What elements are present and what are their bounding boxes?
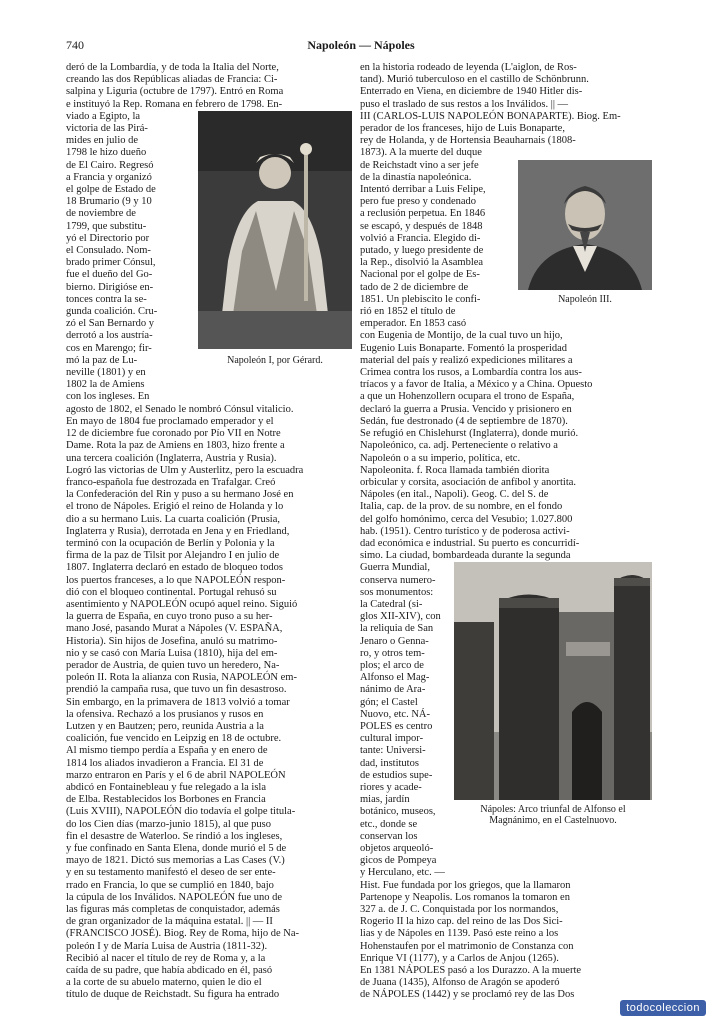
text-line: rrado en Francia, lo que se cumplió en 1840, bajo — [66, 879, 274, 891]
text-line: Nacional por el golpe de Es- — [360, 269, 480, 281]
entry-napoleonico: Napoleónico, ca. adj. Perteneciente o relativo a — [360, 440, 558, 452]
text-line: brado primer Cónsul, — [66, 257, 156, 269]
text-line: deró de la Lombardía, y de toda la Italia del Norte, — [66, 62, 279, 73]
text-line: Recibió al nacer el título de rey de Roma y, a la — [66, 952, 266, 964]
text-line: Crimea contra los rusos, a Lombardía contra los aus- — [360, 367, 582, 379]
text-line: En 1381 NÁPOLES pasó a los Durazzo. A la muerte — [360, 965, 582, 977]
text-line: marzo entraron en París y el 6 de abril NAPOLEÓN — [66, 769, 286, 781]
text-line: de gran organizador de la máquina estatal. || — II — [66, 916, 273, 928]
left-main-text — [66, 404, 352, 1002]
text-line: la Rep., disolvió la Asamblea — [360, 257, 484, 269]
text-line: la Confederación del Rin y puso a su hermano José en — [66, 489, 294, 501]
text-line: plos; el arco de — [360, 659, 424, 671]
text-line: pero fue preso y condenado — [360, 196, 477, 208]
napoleon-iii-portrait — [518, 160, 652, 290]
figure-caption: Napoleón III. — [558, 293, 612, 305]
text-line: glos XII-XIV), con — [360, 611, 441, 623]
castel-nuovo-photo — [454, 562, 652, 800]
text-line: botánico, museos, — [360, 806, 436, 818]
text-line: (Luis XVIII), NAPOLEÓN dio todavía el golpe titula- — [66, 806, 296, 818]
text-line: de Juana (1435), Alfonso de Aragón se apoderó — [360, 977, 560, 989]
figure-caption: Napoleón I, por Gérard. — [227, 354, 323, 366]
text-line: el trono de Nápoles. Erigió el reino de Holanda y lo — [66, 501, 284, 513]
text-line: tríacos y a favor de Italia, a México y a China. Opuesto — [360, 379, 593, 391]
text-line: los puertos franceses, a lo que NAPOLEÓN respon- — [66, 574, 286, 586]
text-line: e instituyó la Rep. Romana en febrero de 1798. En- — [66, 98, 283, 110]
text-line: conserva numero- — [360, 574, 436, 586]
napoleon-i-portrait — [198, 111, 352, 349]
text-line: Jenaro o Genna- — [360, 635, 429, 647]
text-line: la cúpula de los Inválidos. NAPOLEÓN fue uno de — [66, 891, 283, 903]
text-line: Partenope y Neapolis. Los romanos la tomaron en — [360, 891, 570, 903]
text-line: conservan los — [360, 830, 418, 842]
text-line: de NÁPOLES (1442) y se proclamó rey de las Dos — [360, 989, 575, 1001]
text-line: declaró la guerra a Prusia. Vencido y prisionero en — [360, 403, 572, 415]
text-line: a que un Hohenzollern ocupara el trono de España, — [360, 391, 575, 403]
text-line: mias, jardín — [360, 794, 410, 806]
castel-nuovo-figure — [454, 562, 652, 879]
text-line: ro, y otros tem- — [360, 647, 425, 659]
text-line: la reliquia de San — [360, 623, 434, 635]
text-line: cultural impor- — [360, 733, 424, 745]
text-line: etc., donde se — [360, 818, 418, 830]
text-line: Sin embargo, en la primavera de 1813 volvió a tomar — [66, 696, 290, 708]
text-line: Historia). Sin hijos de Josefina, anuló su matrimo- — [66, 635, 278, 647]
text-line: firma de la paz de Tilsit por Alejandro I en julio de — [66, 550, 280, 562]
text-line: tand). Murió tuberculoso en el castillo de Schönbrunn. — [360, 74, 589, 86]
text-line: 1873). A la muerte del duque — [360, 147, 482, 159]
text-line: Nuovo, etc. NÁ- — [360, 708, 430, 720]
text-line: de Reichstadt vino a ser jefe — [360, 159, 479, 171]
text-line: do los Cien días (marzo-junio 1815), al que puso — [66, 818, 272, 830]
right-column — [360, 62, 652, 1002]
text-line: el Consulado. Nom- — [66, 245, 151, 257]
text-line: 1814 los aliados invadieron a Francia. El 31 de — [66, 757, 264, 769]
text-line: salpina y Liguria (octubre de 1797). Entró en Roma — [66, 86, 284, 98]
text-line: poleón I y de María Luisa de Austria (1811-32). — [66, 940, 268, 952]
page-number: 740 — [66, 38, 84, 52]
text-line: 12 de diciembre fue coronado por Pío VII en Notre — [66, 428, 281, 440]
text-line: riores y acade- — [360, 781, 422, 793]
text-line: 18 Brumario (9 y 10 — [66, 196, 152, 208]
text-line: objetos arqueoló- — [360, 843, 434, 854]
text-line: Al mismo tiempo perdía a España y en enero de — [66, 745, 268, 757]
text-line: coalición, fue vencido en Leipzig en 18 de octubre. — [66, 733, 282, 745]
text-line: Alfonso el Mag- — [360, 672, 430, 684]
text-line: POLES es centro — [360, 720, 433, 732]
text-line: III (CARLOS-LUIS NAPOLEÓN BONAPARTE). Biog. Em- — [360, 110, 621, 122]
text-line: dad, institutos — [360, 757, 419, 769]
text-line: rey de Holanda, y de Hortensia Beauharnais (1808- — [360, 135, 576, 147]
text-line: Enterrado en Viena, en diciembre de 1940 Hitler dis- — [360, 86, 583, 98]
text-line: 1802 la de Amiens — [66, 379, 145, 391]
text-line: lias y de Nápoles en 1139. Pasó este reino a los — [360, 928, 559, 940]
running-title: Napoleón — Nápoles — [307, 38, 415, 52]
text-line: volvió a Francia. Elegido di- — [360, 232, 481, 244]
text-line: fin el desastre de Waterloo. Se rindió a los ingleses, — [66, 830, 283, 842]
text-line: gicos de Pompeya — [360, 855, 437, 867]
text-line: el golpe de Estado de — [66, 184, 156, 196]
napoleon-i-figure — [198, 111, 352, 404]
text-line: perador de Austria, de quien tuvo un heredero, Na- — [66, 659, 280, 671]
right-figure2-block — [360, 562, 652, 879]
text-line: mó la paz de Lu- — [66, 354, 138, 366]
figure-caption: Nápoles: Arco triunfal de Alfonso el Magnánimo, en el Castelnuovo. — [480, 804, 626, 827]
text-line: franco-española fue destrozada en Trafalgar. Creó — [66, 476, 276, 488]
text-line: de la dinastía napoleónica. — [360, 171, 472, 183]
text-line: viado a Egipto, la — [66, 110, 141, 122]
text-line: Inglaterra y Rusia), derrotada en Jena y en Friedland, — [66, 525, 290, 537]
text-line: 1851. Un plebiscito le confi- — [360, 293, 481, 305]
text-line: tante: Universi- — [360, 745, 426, 757]
text-line: asentimiento y NAPOLEÓN ocupó aquel reino. Siguió — [66, 598, 298, 610]
text-line: Hist. Fue fundada por los griegos, que la llamaron — [360, 879, 571, 891]
text-line: Lutzen y en Bautzen; pero, reunida Austria a la — [66, 720, 264, 732]
left-beside-figure — [66, 111, 192, 404]
text-line: neville (1801) y en — [66, 367, 146, 379]
page-header — [66, 38, 656, 54]
text-line: de Elba. Restablecidos los Borbones en Francia — [66, 794, 266, 806]
text-line: derrotó a los austría- — [66, 330, 153, 342]
text-line: Enrique VI (1177), y a Carlos de Anjou (1265). — [360, 952, 559, 964]
text-line: gón; el Castel — [360, 696, 418, 708]
text-line: la ofensiva. Rechazó a los prusianos y rusos en — [66, 708, 264, 720]
text-line: Se refugió en Chislehurst (Inglaterra), donde murió. — [360, 428, 579, 440]
right-final-text — [360, 880, 652, 1002]
right-intro — [360, 62, 652, 160]
text-line: puso el traslado de sus restos a los Inválidos. || — — [360, 98, 569, 110]
text-line: 1807. Inglaterra declaró en estado de bloqueo todos — [66, 562, 283, 574]
text-line: agosto de 1802, el Senado le nombró Cónsul vitalicio. — [66, 403, 294, 415]
entry-napoles: Nápoles (en ital., Napoli). Geog. C. del S. de — [360, 489, 549, 501]
text-line: una tercera coalición (Inglaterra, Austria y Rusia). — [66, 452, 277, 464]
text-line: de estudios supe- — [360, 769, 433, 781]
text-line: de El Cairo. Regresó — [66, 159, 154, 171]
left-column — [66, 62, 352, 1002]
text-line: Guerra Mundial, — [360, 562, 430, 574]
text-line: mides en julio de — [66, 135, 139, 147]
text-line: la Catedral (si- — [360, 598, 423, 610]
right-beside-figure — [360, 160, 512, 331]
text-line: victoria de las Pirá- — [66, 123, 148, 135]
text-line: terminó con la ocupación de Berlín y Polonia y la — [66, 537, 275, 549]
text-line: hab. (1951). Centro turístico y de poderosa activi- — [360, 525, 570, 537]
text-line: dió con el bloqueo continental. Portugal rehusó su — [66, 586, 277, 598]
text-line: simo. La ciudad, bombardeada durante la segunda — [360, 550, 571, 562]
text-line: y en su testamento manifestó el deseo de ser ente- — [66, 867, 276, 879]
text-line: prendió la campaña rusa, que tuvo un fin desastroso. — [66, 684, 287, 696]
text-line: Rogerio II la hizo cap. del reino de las Dos Sici- — [360, 916, 563, 928]
text-line: poleón II. Rota la alianza con Rusia, NAPOLEÓN em- — [66, 672, 297, 684]
text-line: y Herculano, etc. — — [360, 867, 445, 879]
text-line: material del país y realizó expediciones militares a — [360, 354, 573, 366]
text-line: mayo de 1821. Dictó sus memorias a Las Cases (V.) — [66, 855, 285, 867]
text-line: fue el dueño del Go- — [66, 269, 153, 281]
text-line: de noviembre de — [66, 208, 136, 220]
text-line: putado, y luego presidente de — [360, 245, 484, 257]
text-line: título de duque de Reichstadt. Su figura ha entrado — [66, 989, 280, 1001]
text-line: Italia, cap. de la prov. de su nombre, en el fondo — [360, 501, 563, 513]
text-line: cos en Marengo; fir- — [66, 342, 152, 354]
text-line: perador de los franceses, hijo de Luis Bonaparte, — [360, 123, 565, 135]
text-line: Sedán, fue destronado (4 de septiembre de 1870). — [360, 415, 568, 427]
text-line: tado de 2 de diciembre de — [360, 281, 469, 293]
text-line: (FRANCISCO JOSÉ). Biog. Rey de Roma, hijo de Na- — [66, 928, 300, 940]
text-line: mano José, pasando Murat a Nápoles (V. ESPAÑA, — [66, 623, 283, 635]
right-mid-text — [360, 330, 652, 562]
right-figure-block — [360, 160, 652, 331]
text-line: rió en 1852 el título de — [360, 306, 456, 318]
right-beside-figure2 — [360, 562, 448, 879]
text-line: abdicó en Fontainebleau y fue relegado a la isla — [66, 781, 267, 793]
text-line: del golfo homónimo, cerca del Vesubio; 1.027.800 — [360, 513, 573, 525]
text-line: 1799, que substitu- — [66, 220, 147, 232]
text-line: nio y se casó con María Luisa (1810), hija del em- — [66, 647, 278, 659]
text-line: tonces contra la se- — [66, 293, 147, 305]
text-line: gunda coalición. Cru- — [66, 306, 158, 318]
text-line: se escapó, y después de 1848 — [360, 220, 483, 232]
text-line: Intentó derribar a Luis Felipe, — [360, 184, 486, 196]
left-intro — [66, 62, 352, 111]
left-figure-block — [66, 111, 352, 404]
text-line: con Eugenia de Montijo, de la cual tuvo un hijo, — [360, 330, 563, 342]
text-line: las figuras más completas de conquistador, además — [66, 904, 280, 916]
text-line: En mayo de 1804 fue proclamado emperador y el — [66, 415, 274, 427]
text-line: sos monumentos: — [360, 586, 434, 598]
text-line: Hohenstaufen por el matrimonio de Constanza con — [360, 940, 574, 952]
text-line: caída de su padre, que había abdicado en él, pasó — [66, 965, 273, 977]
entry-napoleonita: Napoleonita. f. Roca llamada también diorita — [360, 464, 550, 476]
text-line: y fue confinado en Santa Elena, donde murió el 5 de — [66, 843, 287, 854]
text-line: Napoleón o a su imperio, política, etc. — [360, 452, 521, 464]
text-line: creando las dos Repúblicas aliadas de Francia: Ci- — [66, 74, 278, 86]
text-line: con los ingleses. En — [66, 391, 150, 403]
watermark-logo: todocoleccion — [620, 1000, 706, 1016]
text-line: 327 a. de J. C. Conquistada por los normandos, — [360, 904, 559, 916]
napoleon-iii-figure — [518, 160, 652, 331]
text-line: a reclusión perpetua. En 1846 — [360, 208, 486, 220]
text-line: Dame. Rota la paz de Amiens en 1803, hizo frente a — [66, 440, 285, 452]
text-line: emperador. En 1853 casó — [360, 318, 467, 330]
text-line: bierno. Dirigióse en- — [66, 281, 154, 293]
text-line: dio a su hermano Luis. La cuarta coalición (Prusia, — [66, 513, 281, 525]
text-line: zó el San Bernardo y — [66, 318, 155, 330]
text-line: a la corte de su abuelo materno, quien le dio el — [66, 977, 262, 989]
text-line: a Francia y organizó — [66, 171, 152, 183]
text-line: 1798 le hizo dueño — [66, 147, 147, 159]
text-line: yó el Directorio por — [66, 232, 150, 244]
text-line: en la historia rodeado de leyenda (L'aiglon, de Ros- — [360, 62, 577, 73]
text-line: dad económica e industrial. Su puerto es concurridí- — [360, 537, 580, 549]
text-line: la guerra de España, en cuyo trono puso a su her- — [66, 611, 273, 623]
text-line: Eugenio Luis Bonaparte. Fomentó la prosperidad — [360, 342, 568, 354]
text-line: Logró las victorias de Ulm y Austerlitz, pero la escuadra — [66, 464, 304, 476]
text-line: orbicular y corsita, asociación de anfíbol y anortita. — [360, 476, 577, 488]
text-line: nánimo de Ara- — [360, 684, 426, 696]
